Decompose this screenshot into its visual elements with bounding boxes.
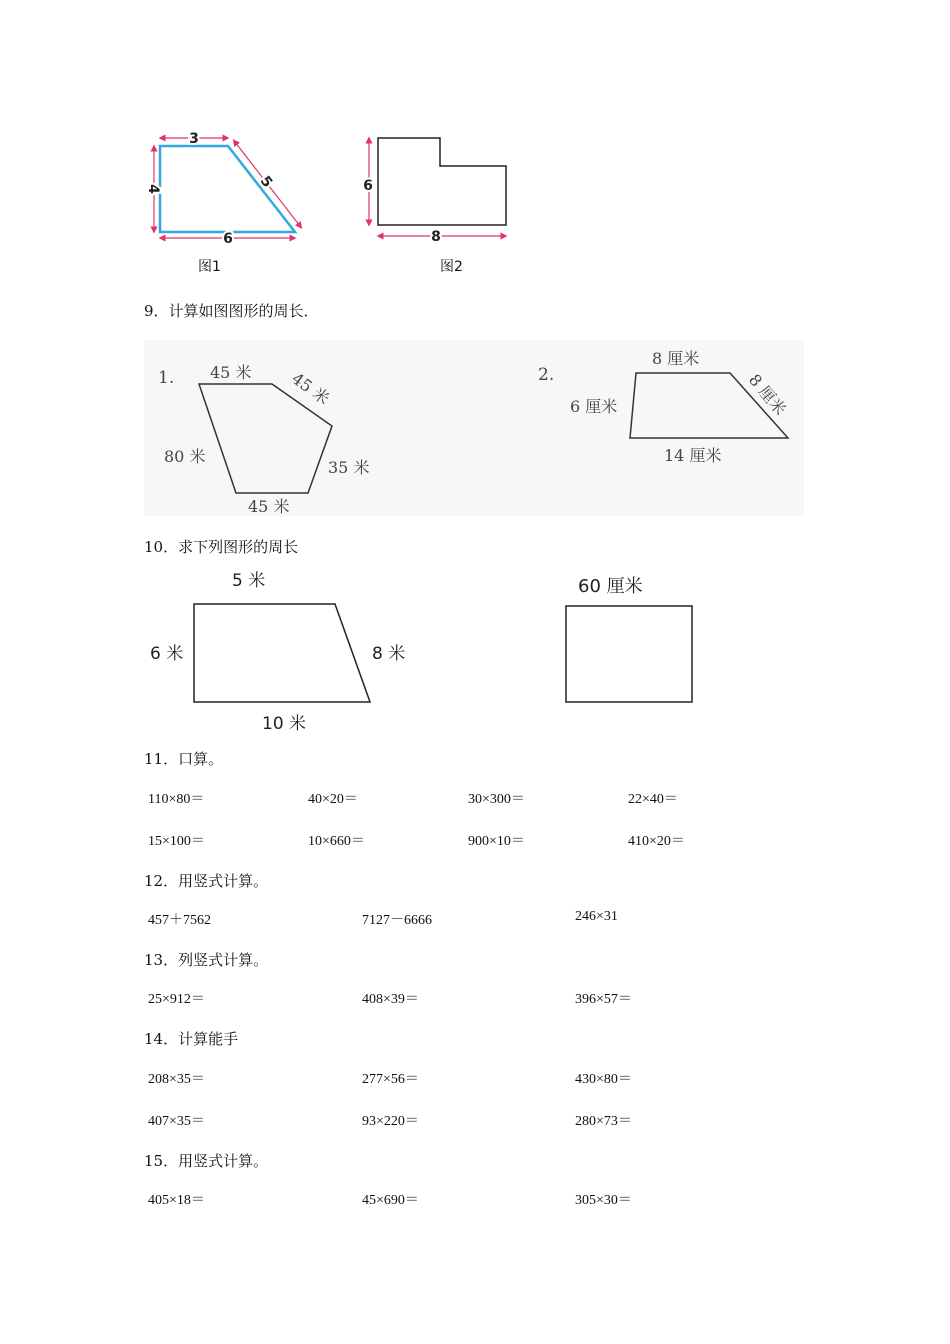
q12-title: 12．用竖式计算。 bbox=[144, 872, 269, 890]
q13-item: 408×39＝ bbox=[362, 992, 419, 1007]
q15-item: 305×30＝ bbox=[575, 1193, 632, 1208]
q12-item: 457＋7562 bbox=[148, 913, 211, 928]
fig2-left-label: 6 bbox=[363, 178, 373, 194]
q10-trapezoid-top: 5 米 bbox=[232, 571, 266, 591]
q9-shape1-right: 35 米 bbox=[328, 458, 370, 477]
q10-trapezoid bbox=[194, 604, 370, 702]
q14-item: 208×35＝ bbox=[148, 1072, 205, 1087]
q11-item: 900×10＝ bbox=[468, 834, 525, 849]
q11-item: 40×20＝ bbox=[308, 792, 358, 807]
q14-item: 280×73＝ bbox=[575, 1114, 632, 1129]
fig1-top-label: 3 bbox=[189, 131, 199, 147]
q14-item: 277×56＝ bbox=[362, 1072, 419, 1087]
q9-title: 9．计算如图图形的周长． bbox=[144, 302, 319, 320]
fig1-trapezoid bbox=[160, 146, 295, 232]
q15-title: 15．用竖式计算。 bbox=[144, 1152, 269, 1170]
q10-square-label: 60 厘米 bbox=[578, 576, 643, 597]
q9-shape2-number: 2. bbox=[538, 365, 555, 385]
q11-item: 30×300＝ bbox=[468, 792, 525, 807]
fig1-caption: 图1 bbox=[198, 259, 221, 275]
q10-square bbox=[566, 606, 692, 702]
q9-shape1-number: 1. bbox=[158, 368, 175, 388]
q14-item: 407×35＝ bbox=[148, 1114, 205, 1129]
fig1-slant-label: 5 bbox=[256, 173, 276, 191]
top-figures bbox=[140, 128, 520, 248]
q14-item: 430×80＝ bbox=[575, 1072, 632, 1087]
q9-shape2-left: 6 厘米 bbox=[570, 397, 618, 416]
q11-title: 11．口算。 bbox=[144, 750, 224, 768]
q10-trapezoid-left: 6 米 bbox=[150, 644, 184, 664]
fig2-caption: 图2 bbox=[440, 259, 463, 275]
q9-figures bbox=[144, 340, 804, 516]
q11-item: 10×660＝ bbox=[308, 834, 365, 849]
q13-item: 25×912＝ bbox=[148, 992, 205, 1007]
q13-title: 13．列竖式计算。 bbox=[144, 951, 269, 969]
q9-shape2-bottom: 14 厘米 bbox=[664, 446, 722, 465]
q14-title: 14．计算能手 bbox=[144, 1030, 239, 1048]
q10-trapezoid-right: 8 米 bbox=[372, 644, 406, 664]
q15-item: 45×690＝ bbox=[362, 1193, 419, 1208]
q11-item: 22×40＝ bbox=[628, 792, 678, 807]
q14-item: 93×220＝ bbox=[362, 1114, 419, 1129]
fig1-bottom-label: 6 bbox=[223, 231, 233, 247]
q11-item: 110×80＝ bbox=[148, 792, 205, 807]
fig2-shape bbox=[378, 138, 506, 225]
q9-shape2-right: 8 厘米 bbox=[744, 370, 790, 419]
q12-item: 7127－6666 bbox=[362, 913, 432, 928]
q10-figures bbox=[144, 562, 704, 738]
q9-shape2-top: 8 厘米 bbox=[652, 349, 700, 368]
q9-shape1-left: 80 米 bbox=[164, 447, 206, 466]
q10-trapezoid-bottom: 10 米 bbox=[262, 714, 307, 734]
q9-shape1-top-right: 45 米 bbox=[288, 368, 333, 409]
q13-item: 396×57＝ bbox=[575, 992, 632, 1007]
q15-item: 405×18＝ bbox=[148, 1193, 205, 1208]
q11-item: 410×20＝ bbox=[628, 834, 685, 849]
q9-shape1-bottom: 45 米 bbox=[248, 497, 290, 516]
fig1-left-label: 4 bbox=[145, 184, 161, 194]
q10-title: 10．求下列图形的周长 bbox=[144, 538, 299, 556]
q11-item: 15×100＝ bbox=[148, 834, 205, 849]
fig2-bottom-label: 8 bbox=[431, 229, 441, 245]
q9-shape1-top: 45 米 bbox=[210, 363, 252, 382]
q12-item: 246×31 bbox=[575, 909, 618, 924]
